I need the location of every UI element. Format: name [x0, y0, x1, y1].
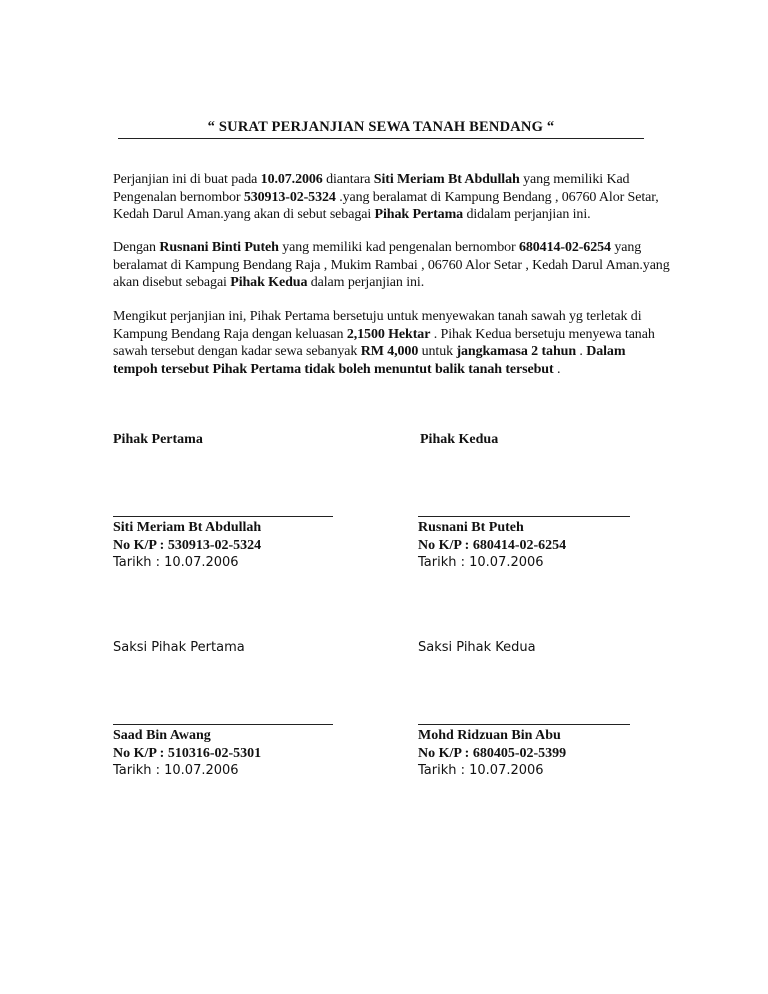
second-party-sign-name: Rusnani Bt Puteh — [418, 520, 524, 535]
paragraph-terms — [113, 308, 673, 378]
first-party-role: Pihak Pertama — [374, 207, 464, 222]
paragraph-agreement-date — [113, 171, 673, 224]
first-witness-kp: No K/P : 510316-02-5301 — [113, 745, 262, 761]
second-witness-label: Saksi Pihak Kedua — [418, 640, 536, 655]
second-witness-name: Mohd Ridzuan Bin Abu — [418, 728, 561, 743]
p1-text-3: yang memiliki Kad Pengenalan bernombor — [113, 172, 630, 205]
second-party-signature-line — [418, 516, 630, 517]
lease-term: jangkamasa 2 tahun — [456, 344, 577, 359]
p2-text-4: dalam perjanjian ini. — [307, 275, 425, 290]
p1-text-2: diantara — [322, 172, 374, 187]
p1-text-1: Perjanjian ini di buat pada — [113, 172, 261, 187]
p1-text-5: didalam perjanjian ini. — [463, 207, 591, 222]
second-witness-signature-line — [418, 724, 630, 725]
rent-amount: RM 4,000 — [360, 344, 419, 359]
second-witness-signature-block — [418, 727, 566, 780]
second-party-name: Rusnani Binti Puteh — [159, 240, 279, 255]
first-party-ic: 530913-02-5324 — [243, 189, 336, 205]
second-witness-date: Tarikh : 10.07.2006 — [418, 763, 544, 778]
p2-text-2: yang memiliki kad pengenalan bernombor — [278, 240, 519, 255]
first-witness-name: Saad Bin Awang — [113, 728, 211, 743]
first-witness-label: Saksi Pihak Pertama — [113, 640, 245, 655]
first-party-name: Siti Meriam Bt Abdullah — [373, 172, 520, 187]
first-party-sign-name: Siti Meriam Bt Abdullah — [113, 520, 262, 535]
first-party-sign-kp: No K/P : 530913-02-5324 — [113, 537, 262, 553]
first-witness-signature-block — [113, 727, 261, 780]
p3-text-3: untuk — [418, 344, 457, 359]
first-party-signature-block — [113, 519, 261, 572]
first-witness-signature-line — [113, 724, 333, 725]
second-party-signature-block — [418, 519, 566, 572]
p2-text-3: yang beralamat di Kampung Bendang Raja , Mukim Rambai , 06760 Alor Setar , Kedah Darul Aman.yang akan disebut sebagai — [113, 240, 670, 290]
p3-text-2: . Pihak Kedua bersetuju menyewa tanah sawah tersebut dengan kadar sewa sebanyak — [113, 326, 655, 359]
second-party-role: Pihak Kedua — [230, 275, 308, 290]
p3-text-5: . — [553, 361, 561, 377]
paragraph-second-party — [113, 239, 673, 292]
p3-text-4: . — [576, 344, 587, 359]
second-party-sign-kp: No K/P : 680414-02-6254 — [418, 537, 567, 553]
first-party-sign-date: Tarikh : 10.07.2006 — [113, 555, 239, 570]
document-title: “ SURAT PERJANJIAN SEWA TANAH BENDANG “ — [118, 119, 644, 139]
p3-text-1: Mengikut perjanjian ini, Pihak Pertama bersetuju untuk menyewakan tanah sawah yg terletak di Kampung Bendang Raja dengan keluasan — [113, 309, 642, 342]
second-party-ic: 680414-02-6254 — [518, 240, 611, 255]
p1-text-4: .yang beralamat di Kampung Bendang , 06760 Alor Setar, Kedah Darul Aman.yang akan di sebut sebagai — [113, 189, 659, 222]
agreement-date: 10.07.2006 — [260, 172, 323, 187]
no-reclaim-clause: Dalam tempoh tersebut Pihak Pertama tidak boleh menuntut balik tanah tersebut — [113, 344, 626, 377]
first-party-signature-line — [113, 516, 333, 517]
first-party-label: Pihak Pertama — [113, 432, 203, 447]
p2-text-1: Dengan — [113, 240, 160, 255]
second-witness-kp: No K/P : 680405-02-5399 — [418, 745, 567, 761]
first-witness-date: Tarikh : 10.07.2006 — [113, 763, 239, 778]
land-area: 2,1500 Hektar — [346, 326, 431, 342]
second-party-label: Pihak Kedua — [420, 432, 499, 447]
second-party-sign-date: Tarikh : 10.07.2006 — [418, 555, 544, 570]
